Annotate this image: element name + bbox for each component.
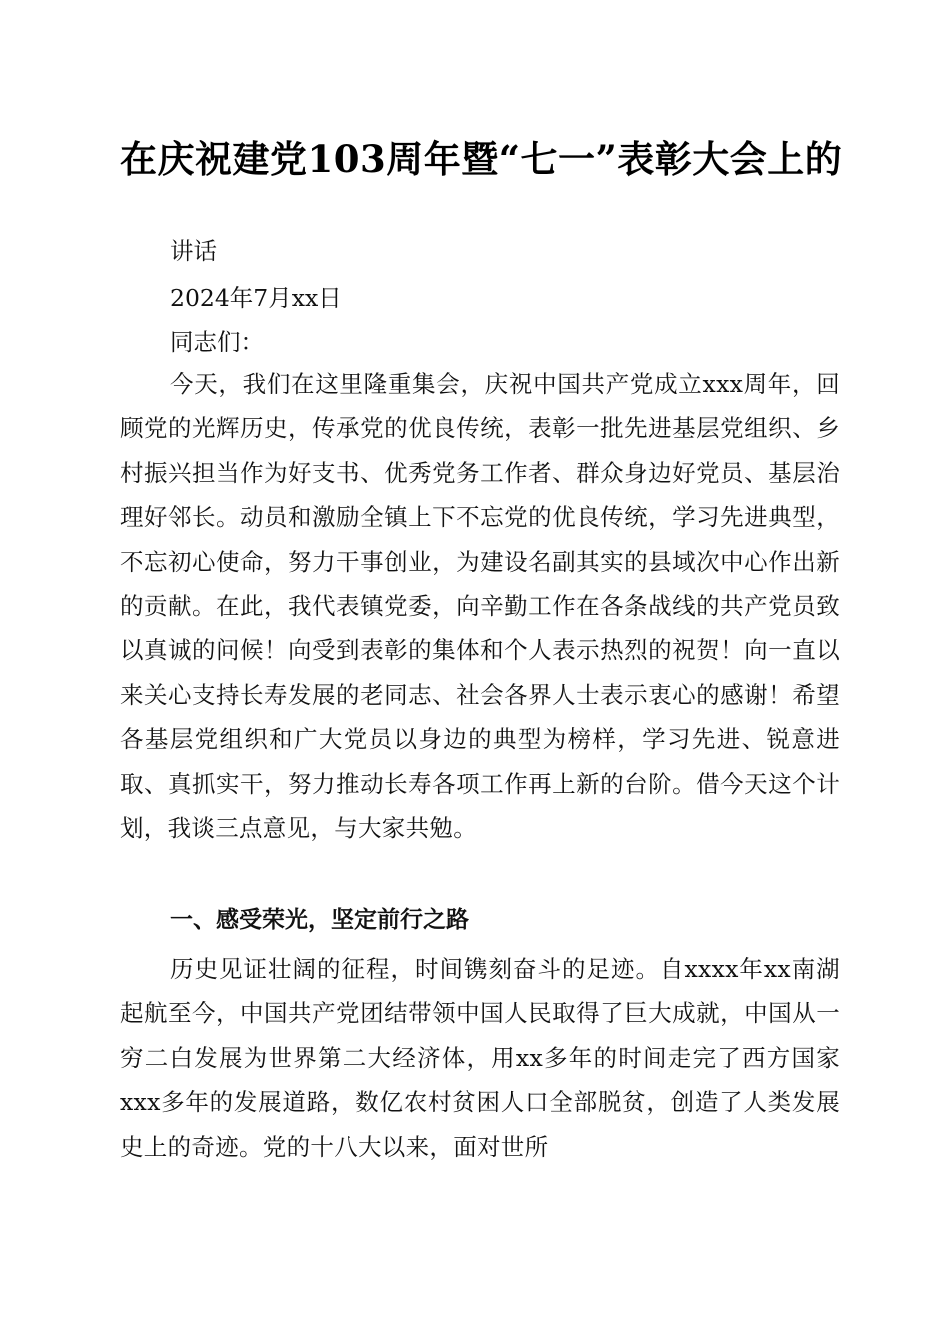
document-date: 2024年7月xx日: [170, 284, 342, 312]
paragraph-opening: 今天，我们在这里隆重集会，庆祝中国共产党成立xxx周年，回顾党的光辉历史，传承党的优良传统，表彰一批先进基层党组织、乡村振兴担当作为好支书、优秀党务工作者、群众身边好党员、基层治理好邻长。动员和激励全镇上下不忘党的优良传统，学习先进典型，不忘初心使命，努力干事创业，为建设名副其实的县域次中心作出新的贡献。在此，我代表镇党委，向辛勤工作在各条战线的共产党员致以真诚的问候！向受到表彰的集体和个人表示热烈的祝贺！向一直以来关心支持长寿发展的老同志、社会各界人士表示衷心的感谢！希望各基层党组织和广大党员以身边的典型为榜样，学习先进、锐意进取、真抓实干，努力推动长寿各项工作再上新的台阶。借今天这个计划，我谈三点意见，与大家共勉。: [120, 370, 840, 843]
document-subtitle: 讲话: [170, 237, 217, 265]
paragraph-history: 历史见证壮阔的征程，时间镌刻奋斗的足迹。自xxxx年xx南湖起航至今，中国共产党团结带领中国人民取得了巨大成就，中国从一穷二白发展为世界第二大经济体，用xx多年的时间走完了西方国家xxx多年的发展道路，数亿农村贫困人口全部脱贫，创造了人类发展史上的奇迹。党的十八大以来，面对世所: [120, 955, 840, 1161]
document-title: 在庆祝建党103周年暨“七一”表彰大会上的: [120, 137, 843, 181]
salutation: 同志们：: [170, 328, 264, 356]
section-heading-1: 一、感受荣光，坚定前行之路: [170, 907, 469, 933]
